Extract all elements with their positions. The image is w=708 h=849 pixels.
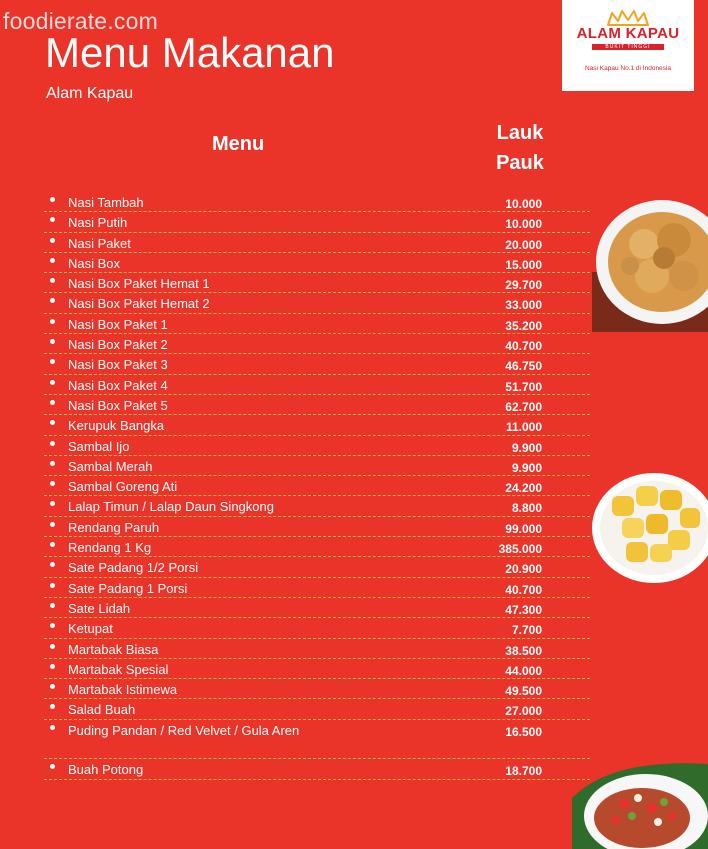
menu-row (44, 476, 590, 496)
menu-item-name: Sambal Ijo (68, 438, 130, 454)
crown-icon (606, 10, 650, 26)
menu-item-price: 27.000 (505, 704, 542, 719)
menu-row (44, 293, 590, 313)
menu-item-price: 33.000 (505, 298, 542, 313)
watermark: foodierate.com (3, 8, 158, 34)
bullet-icon (50, 197, 55, 202)
menu-row (44, 618, 590, 638)
menu-item-price: 47.300 (505, 602, 542, 617)
sambal-fish-plate-image (572, 758, 708, 849)
bullet-icon (50, 238, 55, 243)
menu-item-price: 9.900 (511, 440, 542, 455)
menu-item-name: Nasi Paket (68, 235, 131, 251)
bullet-icon (50, 420, 55, 425)
menu-item-price: 385.000 (498, 542, 542, 557)
bullet-icon (50, 501, 55, 506)
menu-item-name: Salad Buah (68, 702, 136, 718)
bullet-icon (50, 562, 55, 567)
price-header-line1: Lauk (496, 122, 544, 144)
logo-tagline: Nasi Kapau No.1 di Indonesia (584, 65, 671, 72)
menu-item-price: 11.000 (505, 420, 542, 435)
menu-item-price: 35.200 (505, 318, 542, 333)
page-title: Menu Makanan (45, 29, 335, 76)
menu-item-name: Kerupuk Bangka (68, 418, 165, 434)
menu-item-price: 20.000 (505, 237, 542, 252)
menu-row (44, 273, 590, 293)
menu-row (44, 415, 590, 435)
menu-row (44, 679, 590, 699)
logo-sub: BUKIT TINGGI (592, 44, 664, 50)
bullet-icon (50, 481, 55, 486)
menu-item-name: Nasi Box Paket 4 (68, 377, 168, 393)
menu-item-price: 24.200 (505, 481, 542, 496)
bullet-icon (50, 278, 55, 283)
menu-item-price: 49.500 (505, 684, 542, 699)
menu-item-price: 15.000 (505, 257, 542, 272)
menu-item-name: Nasi Box (68, 255, 121, 271)
logo-name: ALAM KAPAU (576, 25, 680, 42)
bullet-icon (50, 319, 55, 324)
menu-row (44, 517, 590, 537)
menu-row (44, 314, 590, 334)
menu-row (44, 720, 590, 760)
menu-item-price: 51.700 (505, 379, 542, 394)
menu-item-name: Martabak Spesial (68, 661, 169, 677)
menu-item-price: 10.000 (505, 197, 542, 211)
price-header (470, 118, 570, 178)
menu-item-name: Sambal Goreng Ati (68, 479, 178, 495)
bullet-icon (50, 359, 55, 364)
menu-item-name: Nasi Box Paket Hemat 2 (68, 296, 210, 312)
bullet-icon (50, 542, 55, 547)
menu-item-name: Nasi Box Paket Hemat 1 (68, 276, 210, 292)
menu-row (44, 334, 590, 354)
bullet-icon (50, 217, 55, 222)
bullet-icon (50, 603, 55, 608)
menu-row (44, 557, 590, 577)
menu-row (44, 578, 590, 598)
bullet-icon (50, 644, 55, 649)
menu-item-price: 20.900 (505, 562, 542, 577)
bullet-icon (50, 258, 55, 263)
menu-row (44, 436, 590, 456)
menu-row (44, 598, 590, 618)
page-subtitle: Alam Kapau (46, 85, 134, 102)
menu-item-price: 18.700 (505, 764, 542, 779)
menu-list (44, 192, 590, 780)
menu-item-name: Rendang 1 Kg (68, 540, 152, 556)
bullet-icon (50, 441, 55, 446)
menu-row (44, 253, 590, 273)
menu-item-name: Sate Lidah (68, 600, 131, 616)
menu-row (44, 233, 590, 253)
menu-row (44, 496, 590, 516)
menu-item-name: Nasi Box Paket 2 (68, 337, 168, 353)
menu-item-price: 16.500 (505, 724, 542, 739)
menu-row (44, 354, 590, 374)
menu-row (44, 212, 590, 232)
menu-row (44, 456, 590, 476)
bullet-icon (50, 664, 55, 669)
bullet-icon (50, 623, 55, 628)
menu-item-price: 9.900 (511, 460, 542, 475)
menu-item-name: Martabak Biasa (68, 641, 159, 657)
bullet-icon (50, 400, 55, 405)
menu-row (44, 659, 590, 679)
menu-row (44, 639, 590, 659)
bullet-icon (50, 725, 55, 730)
brand-logo (562, 0, 694, 91)
menu-item-name: Lalap Timun / Lalap Daun Singkong (68, 499, 274, 515)
menu-item-price: 7.700 (511, 623, 542, 638)
menu-item-price: 40.700 (505, 339, 542, 354)
menu-item-price: 40.700 (505, 582, 542, 597)
menu-item-name: Nasi Box Paket 3 (68, 357, 168, 373)
bullet-icon (50, 339, 55, 344)
menu-item-name: Sate Padang 1/2 Porsi (68, 560, 199, 576)
menu-row (44, 759, 590, 779)
menu-row (44, 537, 590, 557)
menu-item-name: Nasi Box Paket 1 (68, 316, 168, 332)
menu-item-name: Ketupat (68, 621, 113, 637)
bullet-icon (50, 522, 55, 527)
menu-item-price: 44.000 (505, 663, 542, 678)
menu-item-price: 10.000 (505, 217, 542, 232)
bullet-icon (50, 380, 55, 385)
menu-item-price: 8.800 (511, 501, 542, 516)
menu-item-name: Martabak Istimewa (68, 682, 178, 698)
menu-item-name: Nasi Putih (68, 215, 128, 231)
bullet-icon (50, 704, 55, 709)
menu-item-name: Buah Potong (68, 762, 144, 778)
bullet-icon (50, 461, 55, 466)
bullet-icon (50, 583, 55, 588)
menu-item-name: Sambal Merah (68, 458, 153, 474)
menu-row (44, 395, 590, 415)
menu-item-price: 46.750 (505, 359, 542, 374)
menu-item-price: 38.500 (505, 643, 542, 658)
menu-item-price: 62.700 (505, 399, 542, 414)
menu-item-name: Nasi Box Paket 5 (68, 397, 168, 413)
tofu-plate-image (588, 470, 708, 586)
fried-snack-plate-image (592, 196, 708, 332)
menu-item-name: Rendang Paruh (68, 519, 160, 535)
menu-row (44, 699, 590, 719)
bullet-icon (50, 298, 55, 303)
menu-header: Menu (212, 133, 265, 155)
menu-item-name: Puding Pandan / Red Velvet / Gula Aren (68, 722, 300, 738)
menu-item-price: 29.700 (505, 278, 542, 293)
menu-row (44, 375, 590, 395)
menu-item-name: Sate Padang 1 Porsi (68, 580, 188, 596)
bullet-icon (50, 684, 55, 689)
price-header-line2: Pauk (496, 152, 544, 174)
menu-item-name: Nasi Tambah (68, 195, 144, 210)
menu-row (44, 192, 590, 212)
menu-item-price: 99.000 (505, 521, 542, 536)
bullet-icon (50, 764, 55, 769)
